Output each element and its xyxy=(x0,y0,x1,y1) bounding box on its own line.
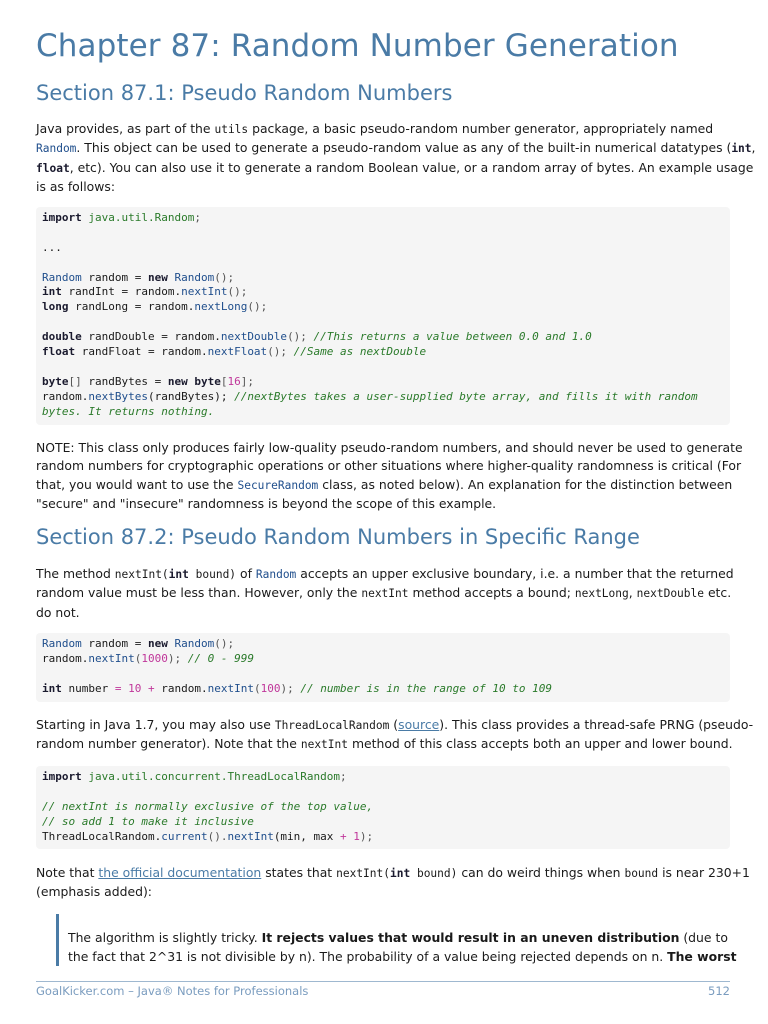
section1-intro: Java provides, as part of the utils package, a basic pseudo-random number generator, appropriately named Random. This object can be used to generate a pseudo-random value as any of the built-in numerical datatypes (int, float, etc). You can also use it to generate a random Boolean value, or a random array of bytes. An example usage is as follows: xyxy=(36,121,756,194)
code-block-random-usage: import java.util.Random; ... Random random = new Random(); int randInt = random.nextInt(); long randLong = random.nextLong(); double randDouble = random.nextDouble(); //This returns a value between 0.0 and 1.0 float randFloat = random.nextFloat(); //Same as nextDouble byte[] randBytes = new byte[16]; random.nextBytes(randBytes); //nextBytes takes a user-supplied byte array, and fills it with random bytes. It returns nothing. xyxy=(36,207,730,425)
source-link[interactable]: source xyxy=(398,717,440,732)
blockquote-javadoc: The algorithm is slightly tricky. It rejects values that would result in an uneven distribution (due to the fact that 2^31 is not divisible by n). The probability of a value being rejected depends on n. The worst xyxy=(56,914,726,966)
section2-intro: The method nextInt(int bound) of Random accepts an upper exclusive boundary, i.e. a number that the returned random value must be less than. However, only the nextInt method accepts a bound; nextLong, nextDouble etc. do not. xyxy=(36,566,734,620)
section-title-87-1: Section 87.1: Pseudo Random Numbers xyxy=(36,81,453,105)
footer-book-title: GoalKicker.com – Java® Notes for Professionals xyxy=(36,984,309,998)
official-documentation-link[interactable]: the official documentation xyxy=(98,865,262,880)
footer-page-number: 512 xyxy=(708,984,730,998)
section2-threadlocal-text: Starting in Java 1.7, you may also use ThreadLocalRandom (source). This class provides a thread-safe PRNG (pseudo- random number generator). Note that the nextInt method of this class accepts both an upper and lower bound. xyxy=(36,717,754,752)
chapter-title: Chapter 87: Random Number Generation xyxy=(36,28,679,64)
code-block-nextint-range: Random random = new Random(); random.nextInt(1000); // 0 - 999 int number = 10 + random.nextInt(100); // number is in the range of 10 to 109 xyxy=(36,633,730,702)
section-title-87-2: Section 87.2: Pseudo Random Numbers in Specific Range xyxy=(36,525,640,549)
section2-doc-note: Note that the official documentation states that nextInt(int bound) can do weird things when bound is near 230+1 (emphasis added): xyxy=(36,865,750,900)
section1-note: NOTE: This class only produces fairly low-quality pseudo-random numbers, and should never be used to generate random numbers for cryptographic operations or other situations where higher-quality randomness is critical (For that, you would want to use the SecureRandom class, as noted below). An explanation for the distinction between "secure" and "insecure" randomness is beyond the scope of this example. xyxy=(36,440,743,511)
code-block-threadlocalrandom: import java.util.concurrent.ThreadLocalRandom; // nextInt is normally exclusive of the top value, // so add 1 to make it inclusive ThreadLocalRandom.current().nextInt(min, max + 1); xyxy=(36,766,730,849)
footer-divider xyxy=(36,981,730,982)
